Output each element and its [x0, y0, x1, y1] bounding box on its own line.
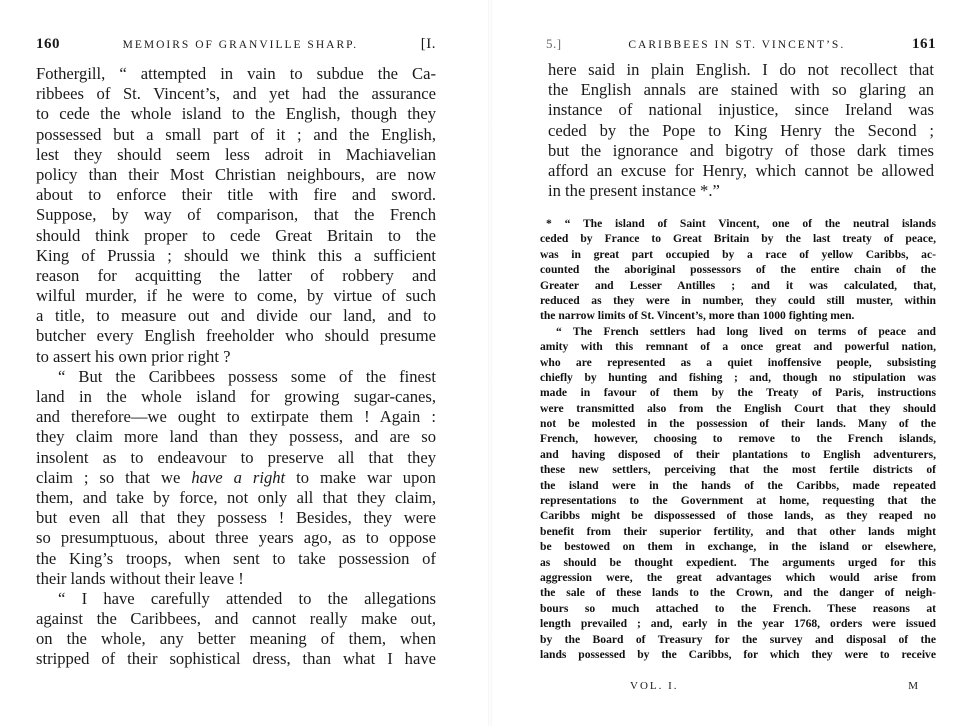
footnote-line: French, however, choosing to remove to the French islands, — [540, 432, 936, 446]
text-line: stripped of their sophistical dress, than what I have — [36, 649, 436, 669]
text-line: “ I have carefully attended to the allegations — [58, 588, 436, 608]
signature-mark: M — [908, 680, 920, 692]
footnote-line: counted the aboriginal possessors of the entire chain of the — [540, 263, 936, 277]
footnote — [540, 216, 936, 662]
footnote-line: length prevailed ; and, early in the year 1768, orders were issued — [540, 617, 936, 631]
signature-line — [630, 680, 920, 692]
text-fragment: to make war upon — [296, 467, 436, 487]
running-head: CARIBBEES IN ST. VINCENT’S. — [628, 39, 846, 51]
footnote-line: ceded by France to Great Britain by the last treaty of peace, — [540, 232, 936, 246]
footnote-line: reduced as they were in number, they could still muster, within — [540, 293, 936, 307]
footnote-line: * “ The island of Saint Vincent, one of the neutral islands — [546, 217, 936, 230]
text-line: so presumptuous, about three years ago, as to oppose — [36, 528, 436, 548]
right-page — [490, 0, 980, 726]
text-line: them, and take by force, not only all that they claim, — [36, 487, 436, 507]
section-marker: 5.] — [546, 36, 562, 51]
footnote-line: “ The French settlers had long lived on terms of peace and — [556, 324, 936, 338]
right-page-header — [546, 36, 936, 58]
text-line: land in the whole island for growing sugar-canes, — [36, 387, 436, 406]
text-line: possessed but a small part of it ; and the English, — [36, 124, 436, 144]
page-number: 161 — [911, 36, 936, 52]
text-line: about to enforce their title with fire and sword. — [36, 185, 436, 205]
left-page-header — [36, 36, 436, 58]
text-line: to cede the whole island to the English, though they — [36, 104, 436, 124]
text-line: wilful murder, if he were to come, by virtue of such — [36, 286, 436, 306]
right-page-body — [548, 60, 934, 201]
text-line: they claim more land than they possess, and are so — [36, 427, 436, 447]
text-line: but the ignorance and bigotry of those dark times — [548, 140, 934, 160]
footnote-line: not be molested in the possession of their lands. Many of the — [540, 417, 936, 431]
text-line: in the present instance *.” — [548, 181, 720, 201]
text-line: and therefore—we ought to extirpate them ! Again : — [36, 407, 436, 427]
footnote-line: lands possessed by the Caribbs, for which they were to receive — [540, 647, 936, 661]
text-line: Fothergill, “ attempted in vain to subdue the Ca- — [36, 64, 436, 83]
text-line: afford an excuse for Henry, which cannot be allowed — [548, 160, 934, 180]
footnote-line: the island were in the hands of the Caribbs, made repeated — [540, 478, 936, 492]
text-line: ribbees of St. Vincent’s, and yet had the assurance — [36, 84, 436, 104]
text-line: their lands without their leave ! — [36, 568, 244, 588]
volume-mark: VOL. I. — [630, 680, 679, 692]
footnote-line: who are represented as a quiet inoffensive people, subsisting — [540, 355, 936, 369]
footnote-line: representations to the Government at home, requesting that the — [540, 494, 936, 508]
footnote-line: chiefly by hunting and fishing ; and, though no stipulation was — [540, 370, 936, 384]
text-line: ceded by the Pope to King Henry the Second ; — [548, 120, 934, 140]
footnote-line: Caribbs might be dispossessed of those lands, as they reaped no — [540, 509, 936, 523]
footnote-line: bours so much attached to the French. These reasons at — [540, 601, 936, 615]
text-line: Suppose, by way of comparison, that the French — [36, 205, 436, 225]
text-line: the King’s troops, when sent to take possession of — [36, 548, 436, 568]
page-number: 160 — [36, 36, 60, 52]
footnote-line: was in great part occupied by a race of yellow Caribbs, ac- — [540, 247, 936, 261]
running-head: MEMOIRS OF GRANVILLE SHARP. — [122, 39, 359, 51]
left-page-body — [36, 64, 436, 670]
footnote-line: be bestowed on them in exchange, in the island or elsewhere, — [540, 540, 936, 554]
italic-phrase: have a right — [191, 467, 286, 487]
text-line: the English annals are stained with so glaring an — [548, 80, 934, 100]
footnote-line: the sale of these lands to the Crown, and the danger of neigh- — [540, 586, 936, 600]
text-line: policy than their Most Christian neighbours, are now — [36, 164, 436, 184]
text-fragment: claim ; so that we — [36, 467, 181, 487]
footnote-line: aggression were, the great advantages which would arise from — [540, 570, 936, 584]
footnote-line: and having disposed of their plantations to English adventurers, — [540, 447, 936, 461]
footnote-line: the narrow limits of St. Vincent’s, more than 1000 fighting men. — [540, 309, 855, 323]
footnote-line: made in favour of them by the Treaty of Paris, instructions — [540, 386, 936, 400]
footnote-line: by the Board of Treasury for the survey and disposal of the — [540, 632, 936, 646]
text-line: to assert his own prior right ? — [36, 346, 231, 366]
text-line: instance of national injustice, since Ireland was — [548, 100, 934, 120]
footnote-line: benefit from their superior fertility, and that other lands might — [540, 524, 936, 538]
text-line: against the Caribbees, and cannot really make out, — [36, 609, 436, 629]
text-line: but even all that they possess ! Besides, they were — [36, 508, 436, 528]
text-line-with-italic — [36, 468, 436, 488]
footnote-line: these new settlers, perceiving that the most fertile districts of — [540, 463, 936, 477]
text-line: reason for acquitting the latter of robbery and — [36, 265, 436, 285]
footnote-line: amity with this remnant of a once great and powerful nation, — [540, 340, 936, 354]
text-line: “ But the Caribbees possess some of the finest — [58, 366, 436, 386]
text-line: here said in plain English. I do not recollect that — [548, 60, 934, 79]
text-line: a title, to measure out and divide our land, and to — [36, 306, 436, 326]
text-line: on the whole, any better meaning of them, when — [36, 629, 436, 649]
footnote-line: were transmitted also from the English Court that they should — [540, 401, 936, 415]
text-line: should think proper to cede Great Britain to the — [36, 225, 436, 245]
text-line: lest they should seem less adroit in Machiavelian — [36, 144, 436, 164]
text-line: insolent as to endeavour to preserve all that they — [36, 447, 436, 467]
text-line: butcher every English freeholder who should presume — [36, 326, 436, 346]
section-marker: [I. — [420, 36, 436, 52]
footnote-line: as should be thought expedient. The arguments urged for this — [540, 555, 936, 569]
footnote-line: Greater and Lesser Antilles ; and it was calculated, that, — [540, 278, 936, 292]
text-line: King of Prussia ; should we think this a sufficient — [36, 245, 436, 265]
